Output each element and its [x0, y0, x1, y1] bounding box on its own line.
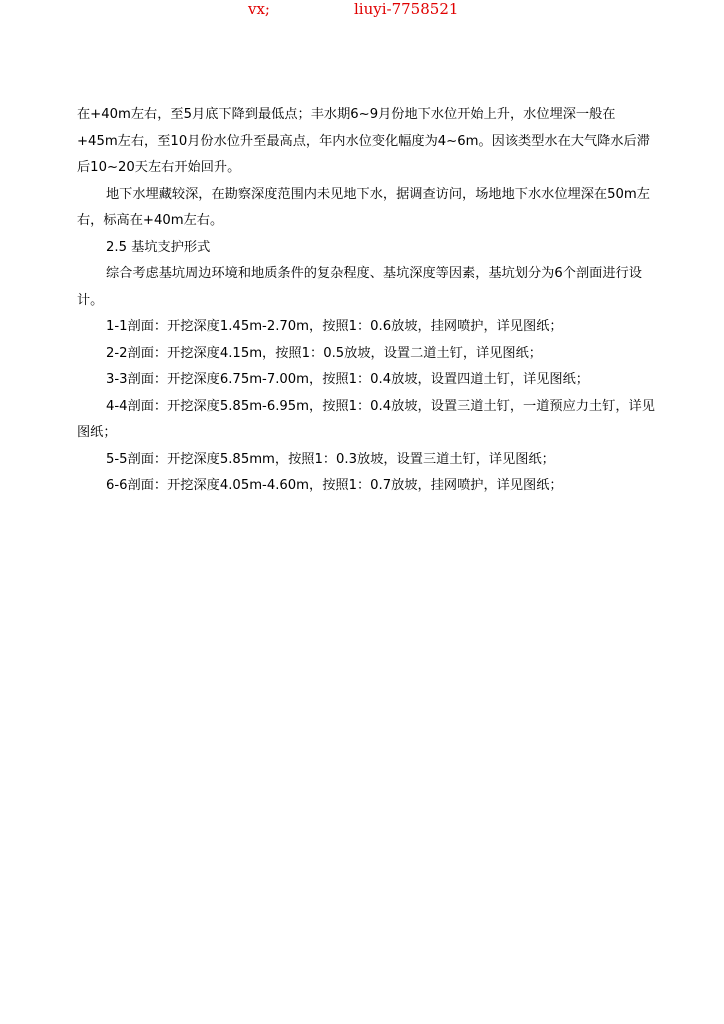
section-item-5-5: 5-5剖面：开挖深度5.85mm，按照1：0.3放坡，设置三道土钉，详见图纸； — [106, 451, 555, 467]
section-heading: 2.5 基坑支护形式 — [106, 239, 211, 255]
section-item-6-6: 6-6剖面：开挖深度4.05m-4.60m，按照1：0.7放坡，挂网喷护，详见图纸； — [106, 478, 563, 493]
section-item-1-1: 1-1剖面：开挖深度1.45m-2.70m，按照1：0.6放坡，挂网喷护，详见图纸； — [106, 319, 563, 334]
watermark — [0, 0, 724, 20]
section-item-2-2: 2-2剖面：开挖深度4.15m，按照1：0.5放坡，设置二道土钉，详见图纸； — [106, 345, 542, 361]
paragraph-groundwater-depth: 地下水埋藏较深，在勘察深度范围内未见地下水，据调查访问，场地地下水水位埋深在50m左右，标高在+40m左右。 — [77, 186, 650, 228]
watermark-right-text: liuyi-7758521 — [354, 0, 459, 18]
watermark-left-text: vx; — [248, 0, 270, 18]
paragraph-groundwater-level: 在+40m左右，至5月底下降到最低点；丰水期6~9月份地下水位开始上升，水位埋深一般在+45m左右，至10月份水位升至最高点，年内水位变化幅度为4~6m。因该类型水在大气降水后滞后10~20天左右开始回升。 — [77, 107, 650, 175]
section-item-3-3: 3-3剖面：开挖深度6.75m-7.00m，按照1：0.4放坡，设置四道土钉，详见图纸； — [106, 372, 589, 387]
section-item-4-4: 4-4剖面：开挖深度5.85m-6.95m，按照1：0.4放坡，设置三道土钉，一道预应力土钉，详见图纸； — [77, 398, 655, 440]
paragraph-design-overview: 综合考虑基坑周边环境和地质条件的复杂程度、基坑深度等因素，基坑划分为6个剖面进行设计。 — [77, 266, 642, 308]
document-body — [77, 102, 655, 500]
